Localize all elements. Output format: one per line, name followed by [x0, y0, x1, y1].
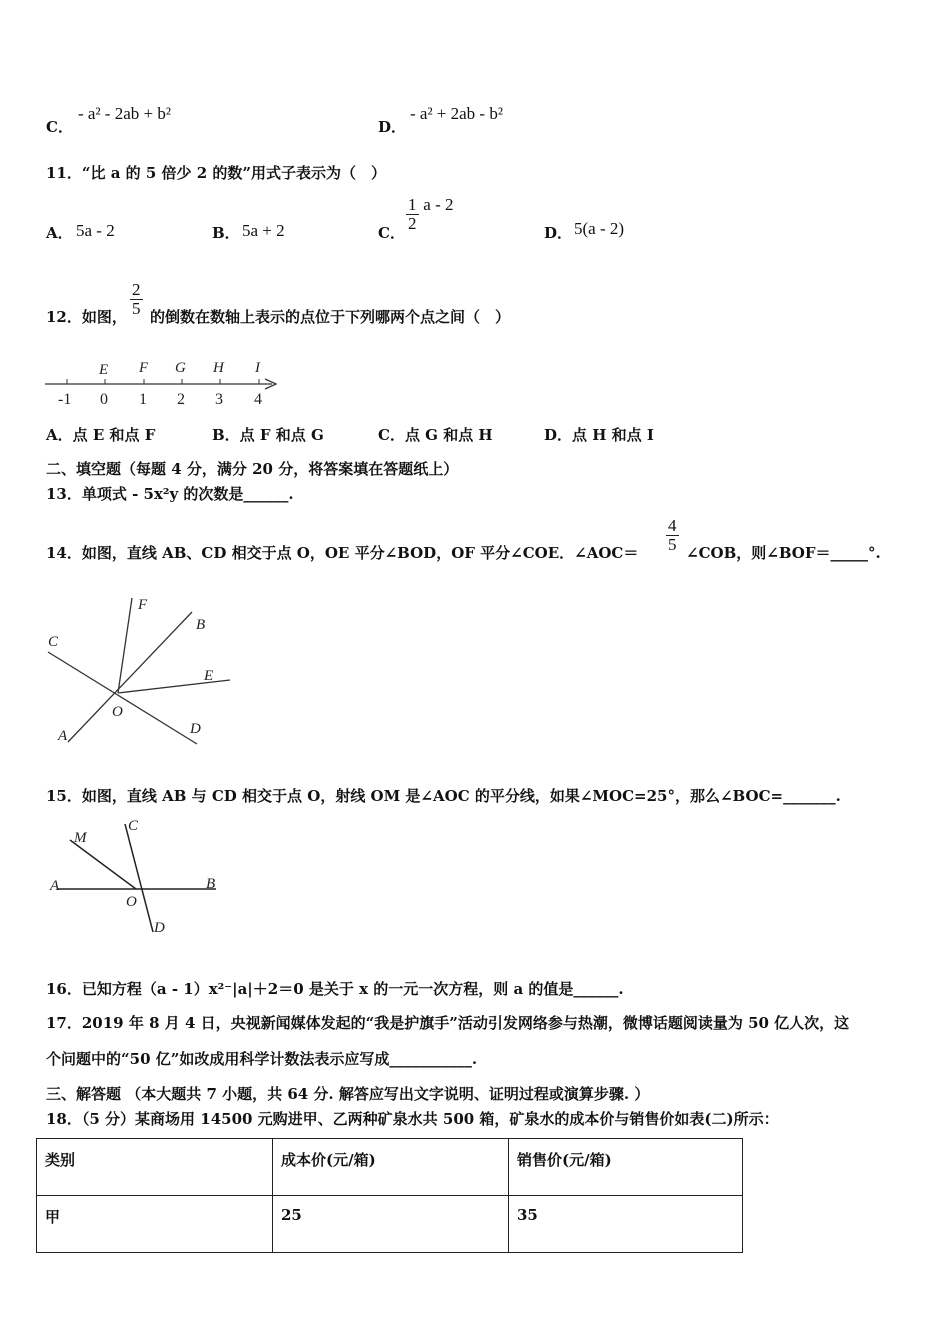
point-label-e: E — [99, 362, 109, 378]
fig14-label-f: F — [138, 597, 148, 613]
q10-option-d-label: D． — [378, 118, 407, 136]
fig15-label-c: C — [128, 818, 139, 834]
q15-stem: 15．如图，直线 AB 与 CD 相交于点 O，射线 OM 是∠AOC 的平分线，如果∠MOC=25°，那么∠BOC=_______. — [46, 787, 841, 805]
q12-option-a: A．点 E 和点 F — [46, 426, 156, 444]
tick-label: -1 — [58, 391, 72, 408]
number-line-figure — [40, 352, 290, 412]
tick-label: 0 — [100, 391, 108, 408]
q11-a-expr: 5a - 2 — [76, 221, 115, 240]
table-cell: 25 — [273, 1196, 509, 1253]
section-3-heading: 三、解答题 （本大题共 7 小题，共 64 分. 解答应写出文字说明、证明过程或演算步骤. ） — [46, 1085, 650, 1103]
q10-option-c-expr: - a² - 2ab + b² — [78, 104, 171, 123]
q11-c-label: C． — [378, 224, 405, 242]
table-header-row — [37, 1139, 743, 1196]
section-2-heading: 二、填空题（每题 4 分，满分 20 分，将答案填在答题纸上） — [46, 460, 459, 478]
table-header-cell: 类别 — [37, 1139, 273, 1196]
q14-prefix: 14．如图，直线 AB、CD 相交于点 O，OE 平分∠BOD，OF 平分∠COE．∠AOC＝ — [46, 544, 639, 562]
fig15-label-d: D — [154, 920, 165, 936]
q16: 16．已知方程（a - 1）x²⁻|a|＋2＝0 是关于 x 的一元一次方程，则 a 的值是______. — [46, 980, 624, 998]
q15-figure — [40, 812, 240, 940]
point-label-g: G — [175, 360, 186, 376]
q13: 13．单项式 - 5x²y 的次数是______. — [46, 485, 294, 503]
fig15-label-m: M — [74, 830, 87, 846]
fig14-label-c: C — [48, 634, 59, 650]
fig14-label-b: B — [196, 617, 206, 633]
fig14-label-o: O — [112, 704, 123, 720]
fig15-label-a: A — [50, 878, 60, 894]
q12-option-c: C．点 G 和点 H — [378, 426, 493, 444]
table-header-cell: 销售价(元/箱) — [509, 1139, 743, 1196]
q14-suffix: ∠COB，则∠BOF＝_____°. — [686, 544, 881, 562]
q11-stem: 11．“比 a 的 5 倍少 2 的数”用式子表示为（ ） — [46, 164, 387, 182]
tick-label: 1 — [139, 391, 147, 408]
q11-c-expr: $\frac{1}{2}$ a - 2 — [408, 194, 454, 233]
q10-option-c-label: C． — [46, 118, 73, 136]
point-label-h: H — [213, 360, 224, 376]
table-row — [37, 1196, 743, 1253]
tick-label: 2 — [177, 391, 185, 408]
q12-option-b: B．点 F 和点 G — [212, 426, 324, 444]
q12-fraction: $\frac{2}{5}$ — [132, 280, 141, 318]
price-table — [36, 1138, 743, 1253]
q11-c-fraction: $\frac{1}{2}$ — [408, 195, 417, 233]
tick-label: 4 — [254, 391, 262, 408]
fig15-label-b: B — [206, 876, 216, 892]
q14-fraction: $\frac{4}{5}$ — [668, 516, 677, 554]
q12-prefix: 12．如图， — [46, 308, 127, 326]
q17-line-2: 个问题中的“50 亿”如改成用科学计数法表示应写成___________. — [46, 1050, 478, 1068]
fig14-label-d: D — [190, 721, 201, 737]
fig15-label-o: O — [126, 894, 137, 910]
table-cell: 甲 — [37, 1196, 273, 1253]
table-cell: 35 — [509, 1196, 743, 1253]
fig14-label-a: A — [58, 728, 68, 744]
q12-suffix: 的倒数在数轴上表示的点位于下列哪两个点之间（ ） — [150, 308, 511, 326]
fig14-label-e: E — [204, 668, 214, 684]
q11-b-label: B． — [212, 224, 240, 242]
q12-option-d: D．点 H 和点 I — [544, 426, 654, 444]
point-label-i: I — [255, 360, 260, 376]
q17-line-1: 17．2019 年 8 月 4 日，央视新闻媒体发起的“我是护旗手”活动引发网络参与热潮，微博话题阅读量为 50 亿人次，这 — [46, 1014, 850, 1032]
q14-figure — [40, 592, 240, 764]
q11-d-expr: 5(a - 2) — [574, 219, 625, 238]
table-header-cell: 成本价(元/箱) — [273, 1139, 509, 1196]
point-label-f: F — [139, 360, 149, 376]
q18-stem: 18．（5 分）某商场用 14500 元购进甲、乙两种矿泉水共 500 箱，矿泉水的成本价与销售价如表(二)所示： — [46, 1110, 779, 1128]
tick-label: 3 — [215, 391, 223, 408]
q10-option-d-expr: - a² + 2ab - b² — [410, 104, 503, 123]
q11-d-label: D． — [544, 224, 573, 242]
q11-b-expr: 5a + 2 — [242, 221, 285, 240]
q11-a-label: A． — [46, 224, 73, 242]
